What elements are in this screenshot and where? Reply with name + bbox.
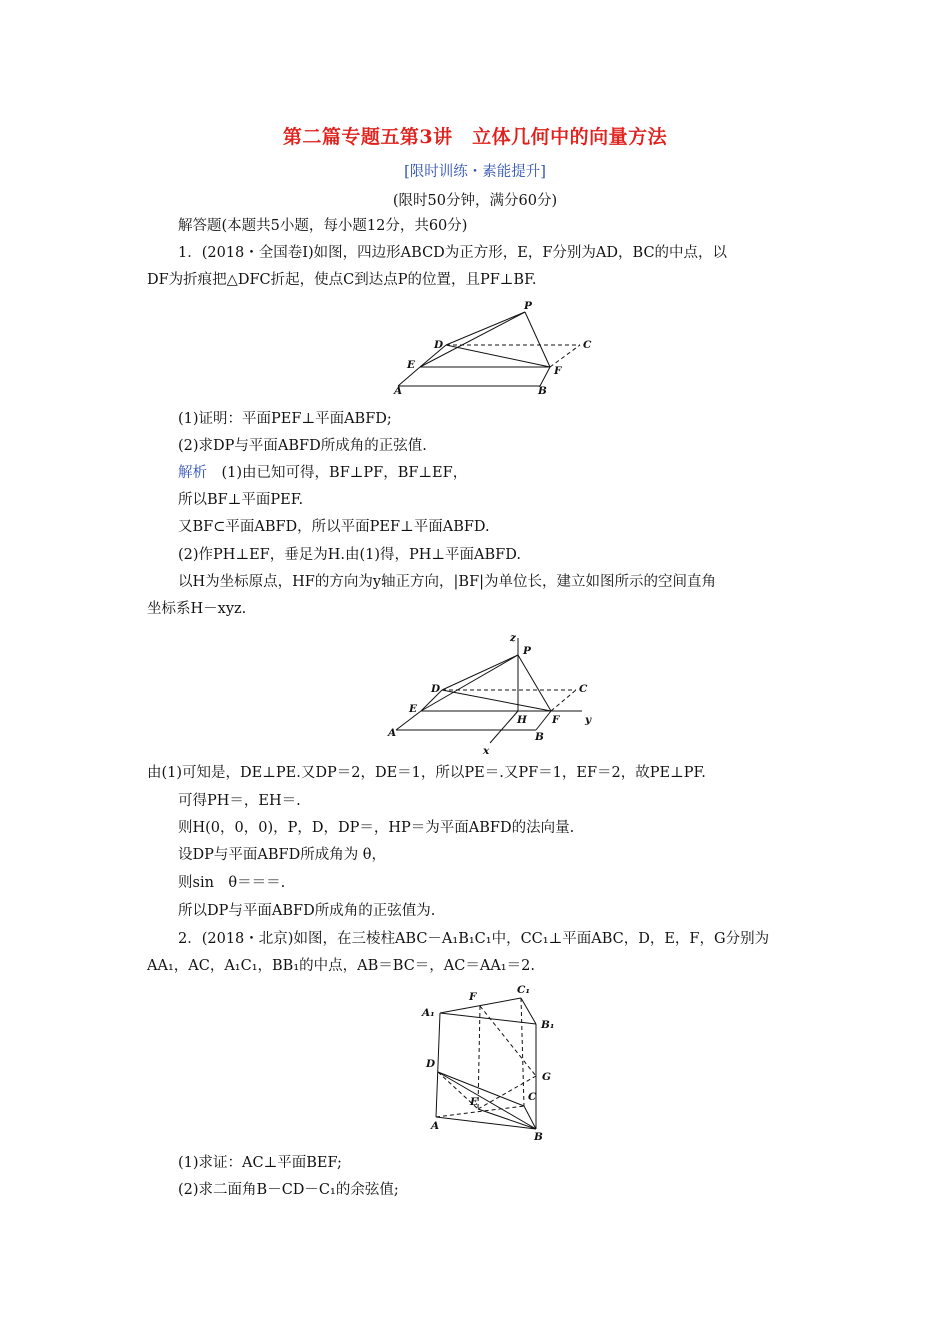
figure-1 <box>390 296 610 400</box>
fig2-label-f: F <box>552 714 560 726</box>
fig2-label-e: E <box>409 703 418 715</box>
fig1-label-c: C <box>583 339 592 351</box>
fig2-label-z: z <box>510 632 516 644</box>
fig3-label-g: G <box>542 1071 551 1083</box>
fig1-label-b: B <box>538 385 547 397</box>
fig2-label-c: C <box>579 683 588 695</box>
fig1-label-f: F <box>554 365 562 377</box>
q1-solution-line8: 可得PH＝，EH＝. <box>178 793 301 809</box>
fig3-label-c: C <box>528 1091 537 1103</box>
fig2-label-x: x <box>483 745 490 757</box>
q1-solution-line10: 设DP与平面ABFD所成角为 θ， <box>178 847 387 863</box>
fig2-label-a: A <box>388 727 397 739</box>
q1-solution-line5: 以H为坐标原点，HF的方向为y轴正方向，|BF|为单位长，建立如图所示的空间直角 <box>178 574 717 590</box>
q1-solution-line11: 则sin θ＝＝＝. <box>178 875 286 891</box>
q1-text-line1: 1．(2018・全国卷Ⅰ)如图，四边形ABCD为正方形，E，F分别为AD，BC的中点，以 <box>178 245 728 261</box>
figure-3 <box>418 984 568 1144</box>
fig2-label-d: D <box>431 683 441 695</box>
q1-solution-line1-text: (1)由已知可得，BF⊥PF，BF⊥EF， <box>221 465 468 481</box>
q1-part2: (2)求DP与平面ABFD所成角的正弦值. <box>178 438 427 454</box>
fig3-label-b: B <box>534 1131 543 1143</box>
q2-text-line2: AA₁，AC，A₁C₁，BB₁的中点，AB＝BC＝，AC＝AA₁＝2. <box>147 958 535 974</box>
fig2-label-p: P <box>523 645 531 657</box>
q2-part2: (2)求二面角B－CD－C₁的余弦值; <box>178 1182 399 1198</box>
time-limit: (限时50分钟，满分60分) <box>392 193 558 209</box>
fig3-label-f: F <box>469 991 477 1003</box>
q1-solution-line12: 所以DP与平面ABFD所成角的正弦值为. <box>178 903 436 919</box>
fig3-label-e: E <box>470 1096 479 1108</box>
fig2-label-b: B <box>535 731 544 743</box>
q1-solution-line3: 又BF⊂平面ABFD，所以平面PEF⊥平面ABFD. <box>178 519 490 535</box>
q1-solution-line9: 则H(0，0，0)，P，D，DP＝，HP＝为平面ABFD的法向量. <box>178 820 575 836</box>
fig3-label-b1: B₁ <box>541 1019 555 1031</box>
q1-text-line2: DF为折痕把△DFC折起，使点C到达点P的位置，且PF⊥BF. <box>147 272 537 288</box>
q1-solution-line6: 坐标系H－xyz. <box>147 601 247 617</box>
figure-2 <box>386 630 626 756</box>
q1-solution-line1 <box>178 463 467 483</box>
fig3-label-a1: A₁ <box>422 1007 435 1019</box>
fig2-label-h: H <box>517 714 527 726</box>
fig3-label-c1: C₁ <box>517 984 530 996</box>
fig3-label-a: A <box>431 1120 440 1132</box>
fig1-label-p: P <box>524 300 532 312</box>
solution-label: 解析 <box>178 465 207 481</box>
q2-text-line1: 2．(2018・北京)如图，在三棱柱ABC－A₁B₁C₁中，CC₁⊥平面ABC，D，E，F，G分别为 <box>178 931 770 947</box>
q1-part1: (1)证明：平面PEF⊥平面ABFD; <box>178 411 392 427</box>
fig2-label-y: y <box>585 714 592 726</box>
q1-solution-line7: 由(1)可知是，DE⊥PE.又DP＝2，DE＝1，所以PE＝.又PF＝1，EF＝2，故PE⊥PF. <box>147 765 706 781</box>
fig1-label-d: D <box>434 339 444 351</box>
fig1-label-a: A <box>394 385 403 397</box>
page-title: 第二篇专题五第3讲 立体几何中的向量方法 <box>282 126 668 148</box>
fig1-label-e: E <box>407 359 416 371</box>
fig3-label-d: D <box>426 1058 436 1070</box>
subtitle: [限时训练・素能提升] <box>404 164 546 180</box>
q2-part1: (1)求证：AC⊥平面BEF; <box>178 1155 342 1171</box>
q1-solution-line2: 所以BF⊥平面PEF. <box>178 492 304 508</box>
section-intro: 解答题(本题共5小题，每小题12分，共60分) <box>178 218 468 234</box>
q1-solution-line4: (2)作PH⊥EF，垂足为H.由(1)得，PH⊥平面ABFD. <box>178 547 521 563</box>
